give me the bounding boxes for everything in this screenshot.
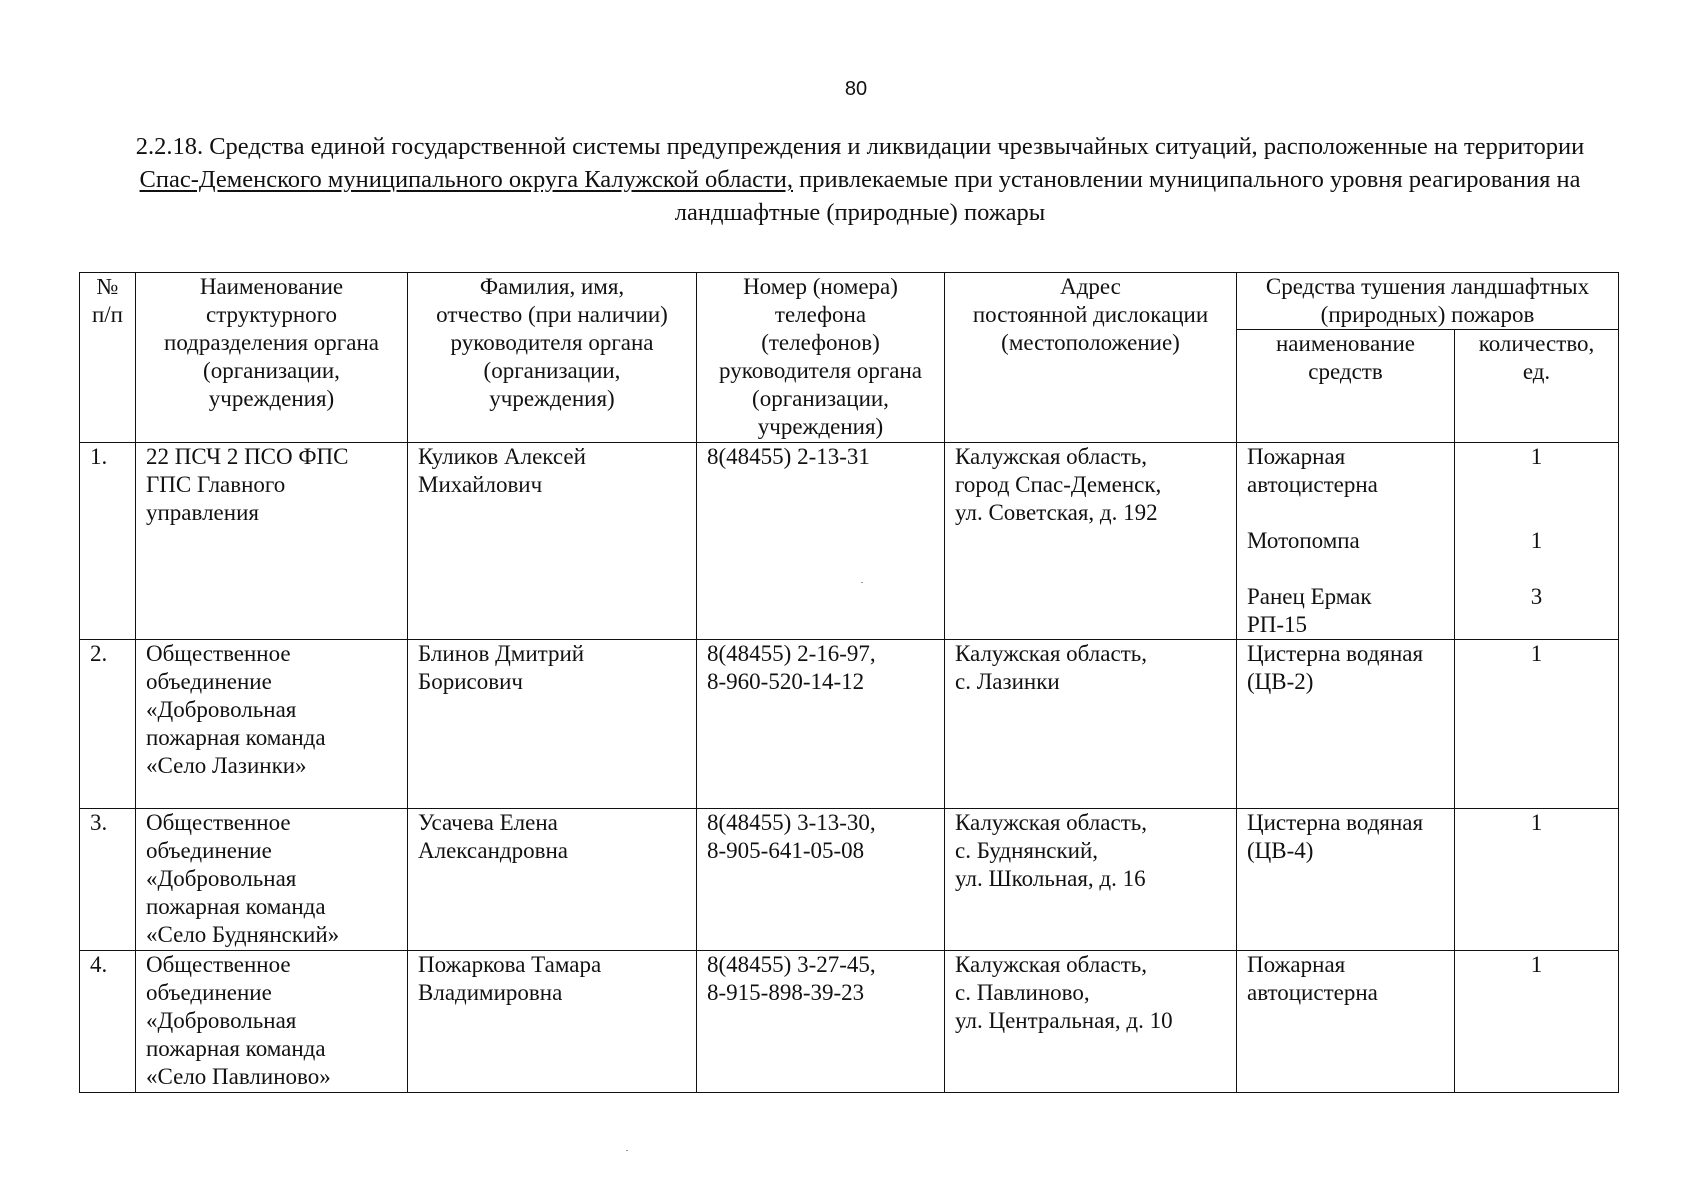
address: Калужская область, с. Буднянский, ул. Школьная, д. 16: [945, 809, 1237, 951]
scan-speck: [626, 1150, 628, 1151]
phone-numbers: 8(48455) 2-16-97, 8-960-520-14-12: [697, 640, 945, 809]
header-phone: Номер (номера) телефона (телефонов) руководителя органа (организации, учреждения): [697, 273, 945, 443]
title-text-start: 2.2.18. Средства единой государственной системы предупреждения и ликвидации чрезвычайных ситуаций, расположенные на территории: [135, 133, 1585, 160]
head-full-name: Куликов Алексей Михайлович: [408, 443, 697, 640]
header-head-name: Фамилия, имя, отчество (при наличии) руководителя органа (организации, учреждения): [408, 273, 697, 443]
means-name: Ранец Ермак РП-15: [1247, 584, 1372, 637]
row-number: 4.: [80, 951, 136, 1093]
document-title: [130, 130, 1590, 229]
fire-response-table: [79, 272, 1619, 1093]
means-name: Цистерна водяная (ЦВ-4): [1237, 809, 1455, 951]
title-underlined-territory: Спас-Деменского муниципального округа Калужской области,: [139, 166, 794, 193]
means-quantity: 1: [1455, 809, 1619, 951]
header-number: № п/п: [80, 273, 136, 443]
means-name: Цистерна водяная (ЦВ-2): [1237, 640, 1455, 809]
phone-numbers: 8(48455) 3-27-45, 8-915-898-39-23: [697, 951, 945, 1093]
organization-name: Общественное объединение «Добровольная пожарная команда «Село Павлиново»: [136, 951, 408, 1093]
means-quantity: 1: [1530, 528, 1543, 553]
phone-numbers: 8(48455) 2-13-31: [697, 443, 945, 640]
title-text-end: привлекаемые при установлении муниципального уровня реагирования на ландшафтные (природные) пожары: [674, 166, 1581, 226]
phone-numbers: 8(48455) 3-13-30, 8-905-641-05-08: [697, 809, 945, 951]
row-number: 1.: [80, 443, 136, 640]
scan-speck: [861, 582, 863, 583]
means-name: Пожарная автоцистерна: [1247, 444, 1378, 497]
address: Калужская область, город Спас-Деменск, ул. Советская, д. 192: [945, 443, 1237, 640]
row-number: 3.: [80, 809, 136, 951]
table-row: [80, 951, 1619, 1093]
header-means-group: Средства тушения ландшафтных (природных) пожаров: [1237, 273, 1619, 330]
organization-name: Общественное объединение «Добровольная пожарная команда «Село Буднянский»: [136, 809, 408, 951]
means-quantity: 1: [1455, 951, 1619, 1093]
header-address: Адрес постоянной дислокации (местоположение): [945, 273, 1237, 443]
head-full-name: Пожаркова Тамара Владимировна: [408, 951, 697, 1093]
means-names: [1237, 443, 1455, 640]
address: Калужская область, с. Лазинки: [945, 640, 1237, 809]
organization-name: 22 ПСЧ 2 ПСО ФПС ГПС Главного управления: [136, 443, 408, 640]
means-quantity: 1: [1530, 444, 1543, 469]
header-means-quantity: количество, ед.: [1455, 330, 1619, 443]
means-quantities: [1455, 443, 1619, 640]
means-quantity: 3: [1530, 584, 1543, 609]
address: Калужская область, с. Павлиново, ул. Центральная, д. 10: [945, 951, 1237, 1093]
means-name: Мотопомпа: [1247, 528, 1360, 553]
header-means-name: наименование средств: [1237, 330, 1455, 443]
means-name: Пожарная автоцистерна: [1237, 951, 1455, 1093]
header-organization: Наименование структурного подразделения органа (организации, учреждения): [136, 273, 408, 443]
table-row: [80, 443, 1619, 640]
head-full-name: Усачева Елена Александровна: [408, 809, 697, 951]
row-number: 2.: [80, 640, 136, 809]
head-full-name: Блинов Дмитрий Борисович: [408, 640, 697, 809]
means-quantity: 1: [1455, 640, 1619, 809]
table-row: [80, 640, 1619, 809]
organization-name: Общественное объединение «Добровольная пожарная команда «Село Лазинки»: [136, 640, 408, 809]
page-number: 80: [844, 78, 868, 100]
table-row: [80, 809, 1619, 951]
